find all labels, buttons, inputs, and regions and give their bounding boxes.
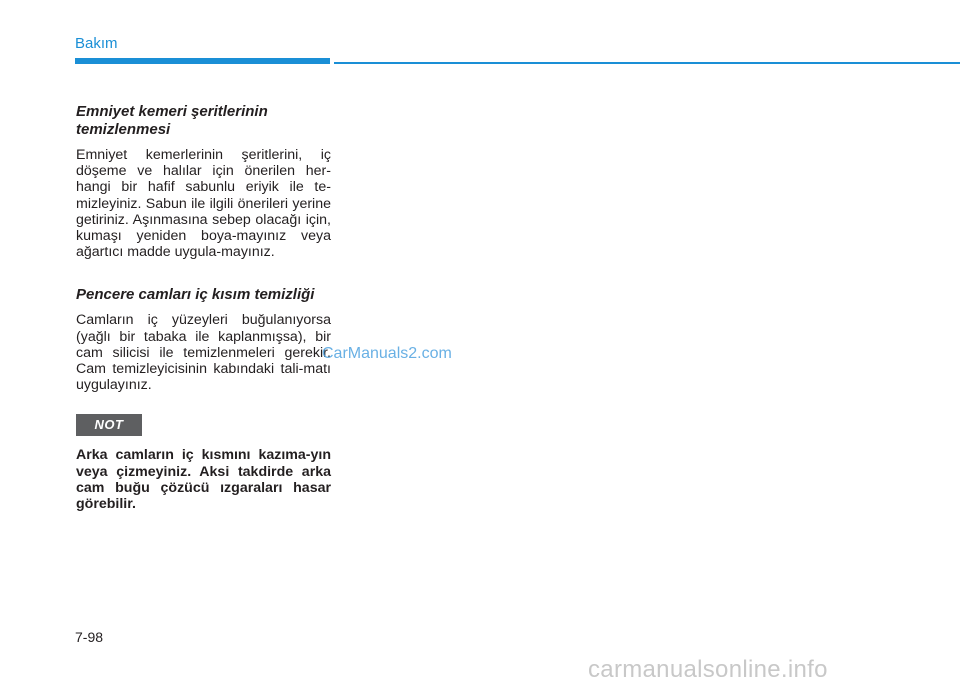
section-title-window: Pencere camları iç kısım temizliği [76, 286, 315, 304]
watermark-online: carmanualsonline.info [588, 656, 828, 683]
section-title-seatbelt: Emniyet kemeri şeritlerinin temizlenmesi [76, 103, 268, 138]
content-column [76, 103, 331, 512]
header-rule-thick [75, 58, 330, 64]
watermark-carmanuals: CarManuals2.com [322, 345, 452, 362]
section-header-label: Bakım [75, 35, 118, 52]
section-body-window: Camların iç yüzeyleri buğulanıyorsa (yağlı bir tabaka ile kaplanmışsa), bir cam silicisi ile temizlenmeleri gerekir. Cam temizleyicisinin kabındaki tali-matı uygulayınız. [76, 312, 331, 394]
header-rule-thin [334, 62, 960, 64]
note-text: Arka camların iç kısmını kazıma-yın veya çizmeyiniz. Aksi takdirde arka cam buğu çözücü ızgaraları hasar görebilir. [76, 447, 331, 513]
section-body-seatbelt: Emniyet kemerlerinin şeritlerini, iç döşeme ve halılar için önerilen her-hangi bir hafif sabunlu eriyik ile te-mizleyiniz. Sabun ile ilgili önerileri yerine getiriniz. Aşınmasına sebep olacağı için, kumaşı yeniden boya-mayınız veya ağartıcı madde uygula-mayınız. [76, 147, 331, 261]
page-number: 7-98 [75, 629, 104, 645]
note-badge: NOT [76, 414, 142, 436]
